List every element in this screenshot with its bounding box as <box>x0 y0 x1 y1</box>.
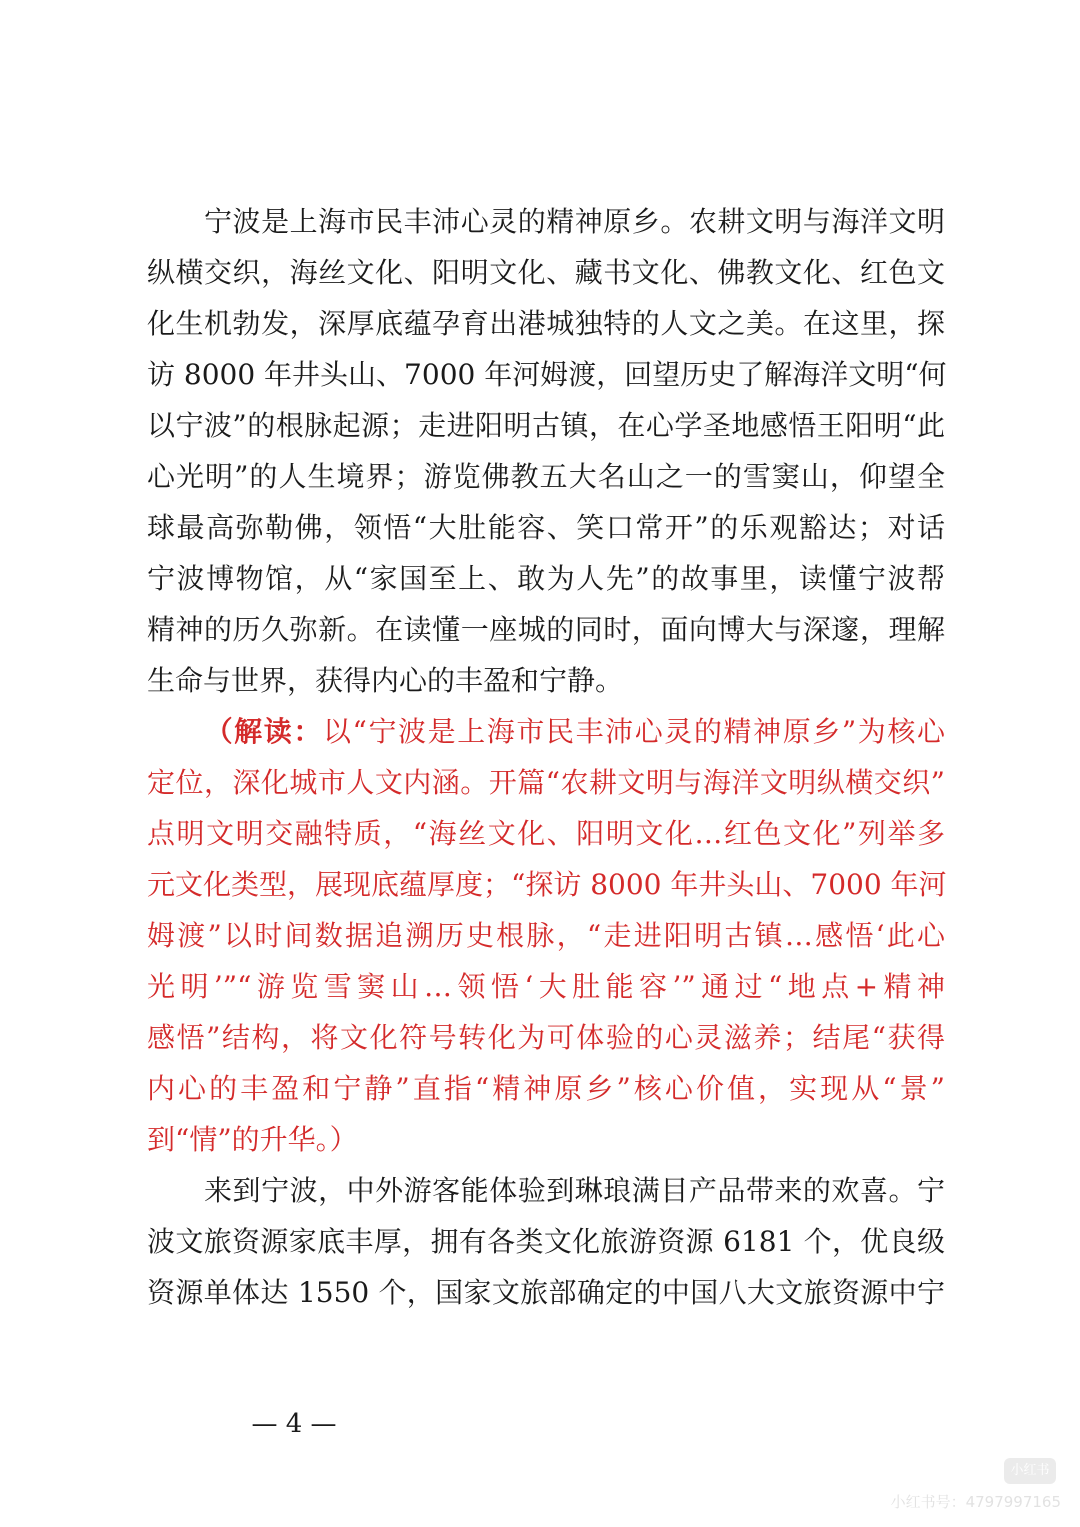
paragraph2-line: 资源单体达 1550 个，国家文旅部确定的中国八大文旅资源中宁 <box>147 1276 945 1309</box>
watermark-logo: 小红书 <box>1004 1458 1056 1484</box>
body-text <box>147 196 945 1318</box>
paragraph2-line: 波文旅资源家底丰厚，拥有各类文化旅游资源 6181 个，优良级 <box>147 1225 945 1258</box>
annotation-first-line <box>147 706 945 757</box>
paragraph1-line: 宁波博物馆，从“家国至上、敢为人先”的故事里，读懂宁波帮 <box>147 562 945 595</box>
paragraph1-line: 访 8000 年井头山、7000 年河姆渡，回望历史了解海洋文明“何 <box>147 358 947 391</box>
watermark-id: 小红书号：4797997165 <box>890 1493 1061 1511</box>
annotation-line: 姆渡”以时间数据追溯历史根脉，“走进阳明古镇…感悟‘此心 <box>147 919 945 952</box>
annotation-line: 元文化类型，展现底蕴厚度；“探访 8000 年井头山、7000 年河 <box>147 868 947 901</box>
annotation-line: 定位，深化城市人文内涵。开篇“农耕文明与海洋文明纵横交织” <box>147 766 945 799</box>
annotation-first-line-text: 以“宁波是上海市民丰沛心灵的精神原乡”为核心 <box>322 715 945 748</box>
paragraph1-line: 以宁波”的根脉起源；走进阳明古镇，在心学圣地感悟王阳明“此 <box>147 409 945 442</box>
annotation-line: 点明文明交融特质，“海丝文化、阳明文化…红色文化”列举多 <box>147 817 945 850</box>
paragraph1-line: 球最高弥勒佛，领悟“大肚能容、笑口常开”的乐观豁达；对话 <box>147 511 945 544</box>
paragraph1-line: 心光明”的人生境界；游览佛教五大名山之一的雪窦山，仰望全 <box>147 460 945 493</box>
annotation-label: （解读： <box>203 715 323 748</box>
page-number: — 4 — <box>251 1409 337 1439</box>
annotation-line: 内心的丰盈和宁静”直指“精神原乡”核心价值，实现从“景” <box>147 1072 945 1105</box>
annotation-line: 到“情”的升华。） <box>147 1123 358 1156</box>
paragraph1-line: 纵横交织，海丝文化、阳明文化、藏书文化、佛教文化、红色文 <box>147 256 945 289</box>
paragraph2-line: 来到宁波，中外游客能体验到琳琅满目产品带来的欢喜。宁 <box>147 1174 945 1207</box>
annotation-line: 感悟”结构，将文化符号转化为可体验的心灵滋养；结尾“获得 <box>147 1021 945 1054</box>
paragraph1-line: 宁波是上海市民丰沛心灵的精神原乡。农耕文明与海洋文明 <box>147 205 945 238</box>
paragraph1-line: 生命与世界，获得内心的丰盈和宁静。 <box>147 664 624 697</box>
paragraph1-line: 化生机勃发，深厚底蕴孕育出港城独特的人文之美。在这里，探 <box>147 307 945 340</box>
annotation-line: 光明’”“游览雪窦山…领悟‘大肚能容’”通过“地点+精神 <box>147 970 945 1003</box>
paragraph1-line: 精神的历久弥新。在读懂一座城的同时，面向博大与深邃，理解 <box>147 613 945 646</box>
